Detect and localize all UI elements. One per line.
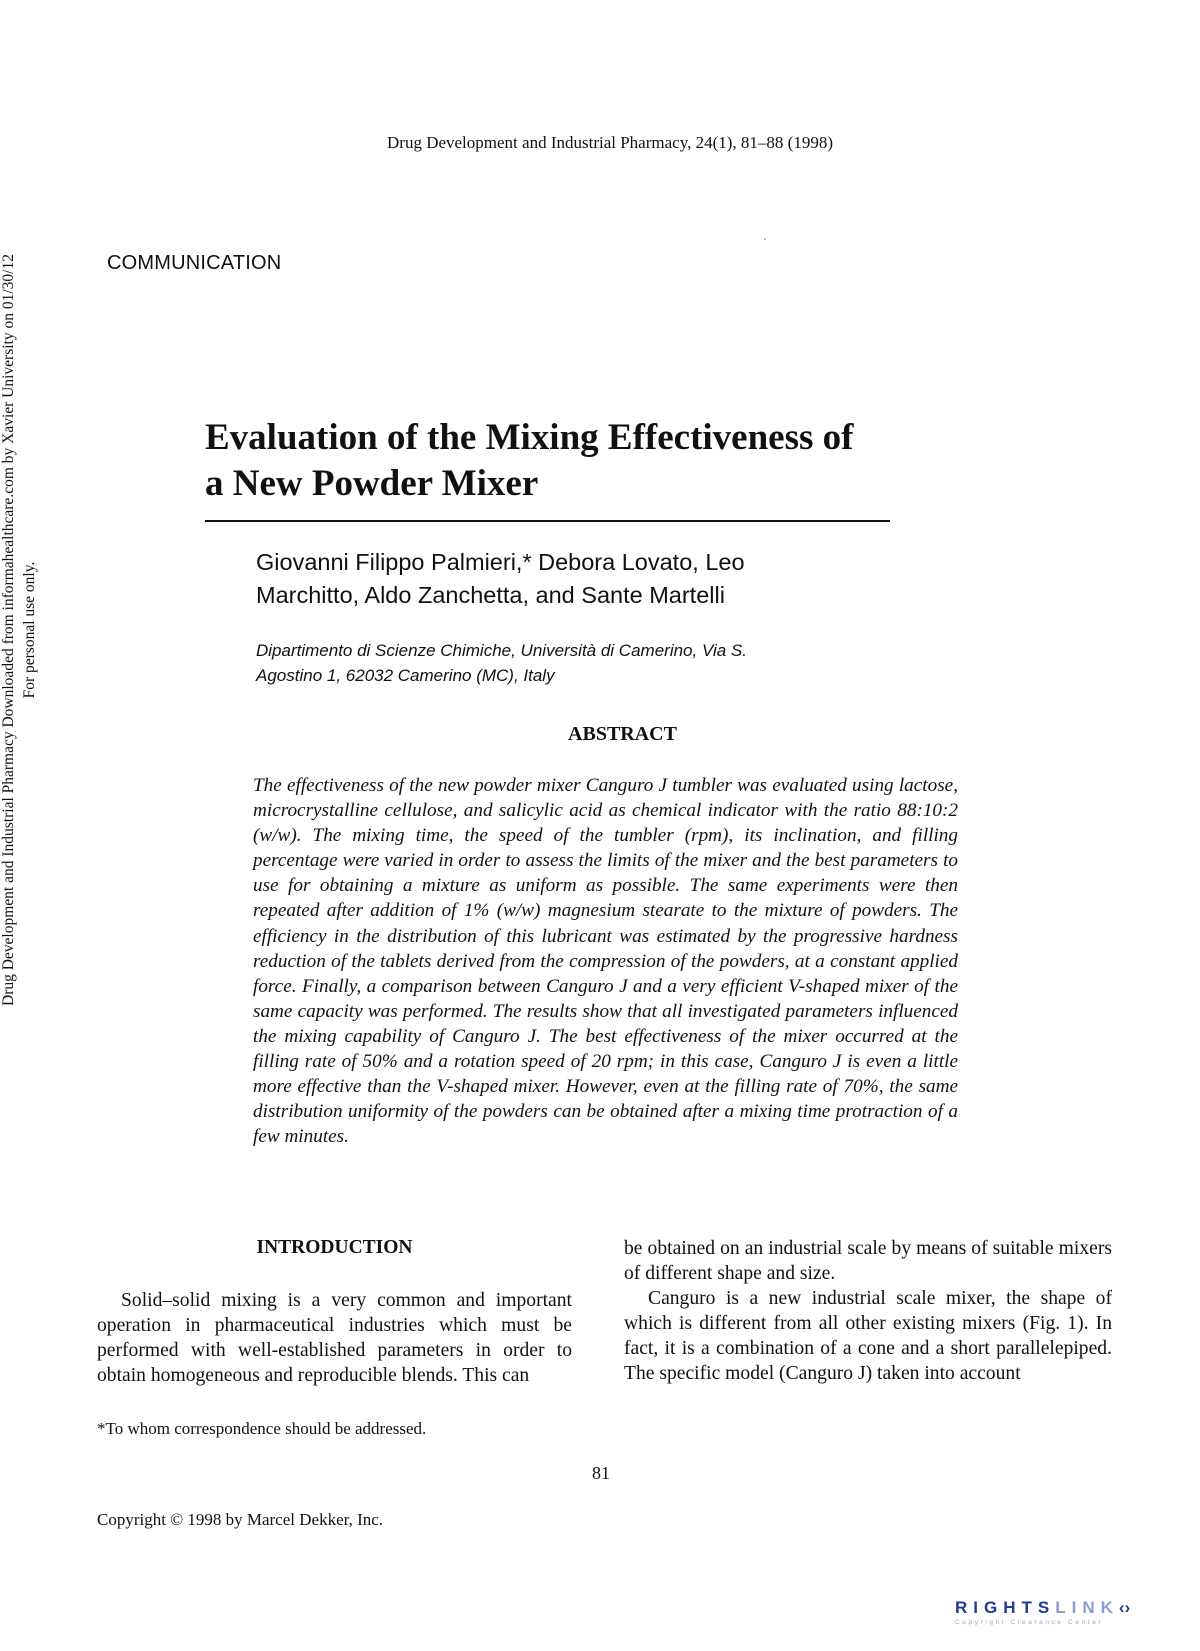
intro-paragraph-continued: be obtained on an industrial scale by means of suitable mixers of different shape and size. [624,1238,1112,1285]
title-line-1: Evaluation of the Mixing Effectiveness of [205,417,854,458]
rightslink-link: LINK [1055,1598,1119,1617]
left-column [97,1236,572,1388]
intro-paragraph-2: Canguro is a new industrial scale mixer, the shape of which is different from all other existing mixers (Fig. 1). In fact, it is a combination of a cone and a short parallelepiped. The specific model (Canguro J) taken into account [624,1288,1112,1385]
watermark-text [0,15,40,1245]
rightslink-tagline: Copyright Clearance Center [955,1619,1104,1626]
scan-speck [764,238,766,240]
title-divider [205,520,890,522]
right-column [624,1236,1112,1387]
rightslink-logo[interactable] [955,1598,1131,1638]
article-title [205,415,905,507]
copyright-notice: Copyright © 1998 by Marcel Dekker, Inc. [97,1510,384,1529]
affiliation-line-1: Dipartimento di Scienze Chimiche, Università di Camerino, Via S. [256,641,747,660]
affiliation [256,638,896,688]
authors-line-2: Marchitto, Aldo Zanchetta, and Sante Martelli [256,582,725,608]
watermark-line-1: Drug Development and Industrial Pharmacy Downloaded from informahealthcare.com by Xavier University on 01/30/12 [0,254,17,1006]
affiliation-line-2: Agostino 1, 62032 Camerino (MC), Italy [256,666,555,685]
rightslink-arrows-icon: ‹› [1118,1598,1131,1617]
title-line-2: a New Powder Mixer [205,463,539,504]
introduction-heading: INTRODUCTION [256,1237,413,1258]
section-type-label: COMMUNICATION [107,252,282,274]
page-number: 81 [592,1463,610,1483]
abstract-text: The effectiveness of the new powder mixer Canguro J tumbler was evaluated using lactose, microcrystalline cellulose, and salicylic acid as chemical indicator with the ratio 88:10:2 (w/w). The mixing time, the speed of the tumbler (rpm), its inclination, and filling percentage were varied in order to assess the limits of the mixer and the best parameters to use for obtaining a mixture as uniform as possible. The same experiments were then repeated after addition of 1% (w/w) magnesium stearate to the mixture of powders. The efficiency in the distribution of this lubricant was estimated by the progressive hardness reduction of the tablets derived from the compression of the powders, at a constant applied force. Finally, a comparison between Canguro J and a very efficient V-shaped mixer of the same capacity was performed. The results show that all investigated parameters influenced the mixing capability of Canguro J. The best effectiveness of the mixer occurred at the filling rate of 50% and a rotation speed of 20 rpm; in this case, Canguro J is even a little more effective than the V-shaped mixer. However, even at the filling rate of 70%, the same distribution uniformity of the powders can be obtained after a mixing time protraction of a few minutes. [253,775,958,1148]
download-watermark [0,0,42,1651]
running-head: Drug Development and Industrial Pharmacy, 24(1), 81–88 (1998) [387,133,833,152]
watermark-line-2: For personal use only. [21,561,38,699]
authors-line-1: Giovanni Filippo Palmieri,* Debora Lovato, Leo [256,549,745,575]
correspondence-footnote: *To whom correspondence should be addressed. [97,1419,427,1438]
rightslink-rights: RIGHTS [955,1598,1056,1617]
intro-paragraph-1: Solid–solid mixing is a very common and important operation in pharmaceutical industries which must be performed with well-established parameters in order to obtain homogeneous and reproducible blends. This can [97,1290,572,1387]
abstract-heading: ABSTRACT [568,723,677,745]
rightslink-wordmark [955,1598,1131,1618]
author-list [256,546,896,612]
